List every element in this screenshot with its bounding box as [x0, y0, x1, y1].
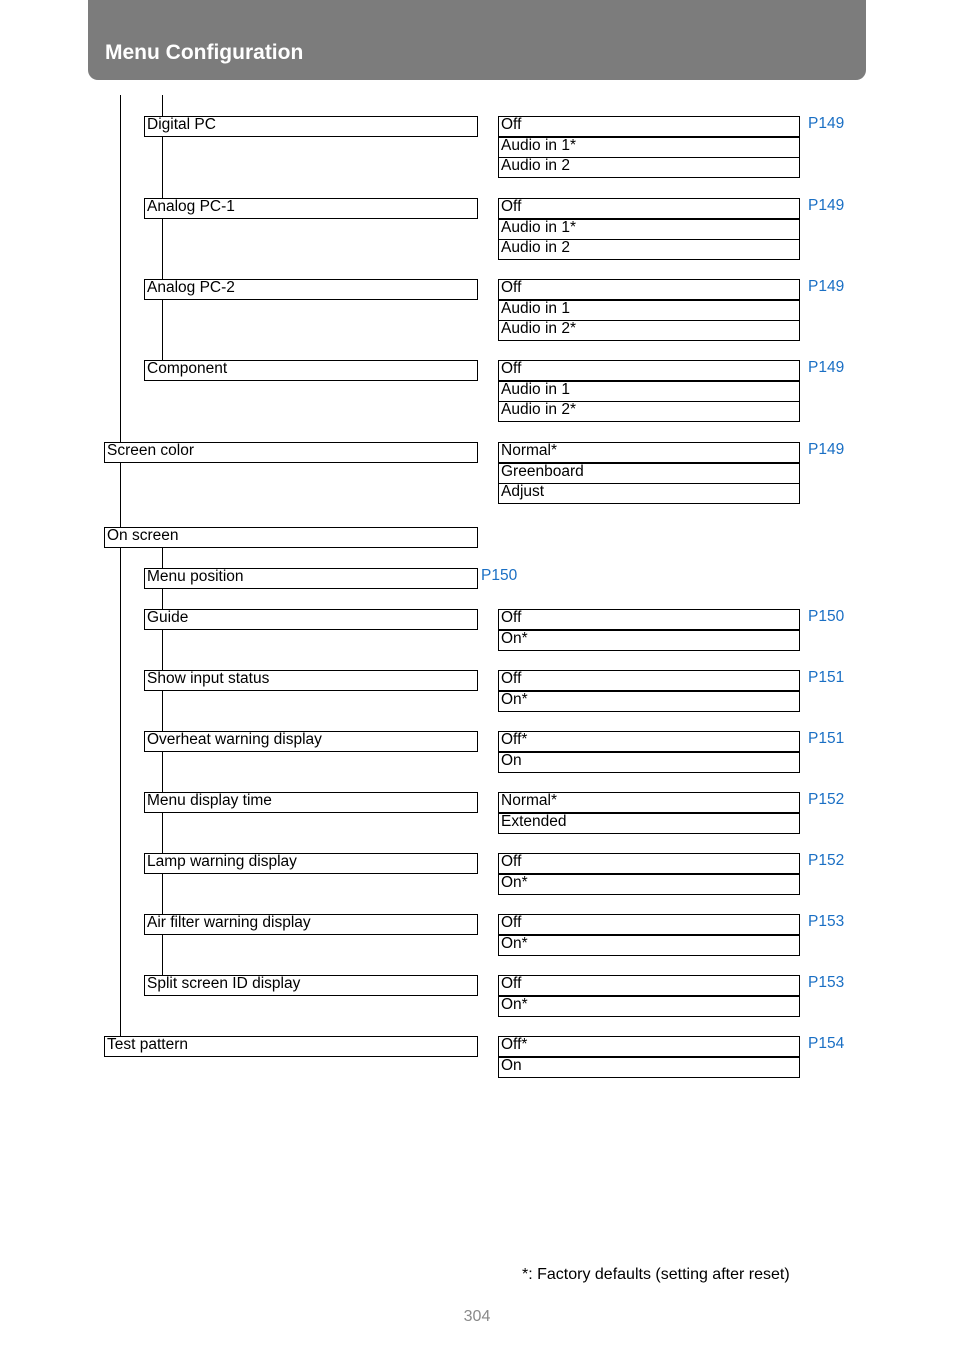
- page-ref-link[interactable]: P149: [808, 359, 845, 376]
- option-show-input-status-0: Off: [498, 670, 800, 691]
- menu-item-guide: Guide: [144, 609, 478, 630]
- option-digital-pc-2: Audio in 2: [498, 157, 800, 178]
- option-component-2: Audio in 2*: [498, 401, 800, 422]
- menu-item-analog-pc-1: Analog PC-1: [144, 198, 478, 219]
- page-ref-link[interactable]: P152: [808, 852, 845, 869]
- page-ref-link[interactable]: P153: [808, 913, 845, 930]
- menu-item-analog-pc-2: Analog PC-2: [144, 279, 478, 300]
- option-lamp-warning-display-0: Off: [498, 853, 800, 874]
- option-analog-pc-2-0: Off: [498, 279, 800, 300]
- option-show-input-status-1: On*: [498, 691, 800, 712]
- option-analog-pc-2-2: Audio in 2*: [498, 320, 800, 341]
- option-lamp-warning-display-1: On*: [498, 874, 800, 895]
- option-guide-0: Off: [498, 609, 800, 630]
- page-number: 304: [463, 1308, 491, 1325]
- option-digital-pc-0: Off: [498, 116, 800, 137]
- menu-item-digital-pc: Digital PC: [144, 116, 478, 137]
- option-menu-display-time-1: Extended: [498, 813, 800, 834]
- option-test-pattern-1: On: [498, 1057, 800, 1078]
- option-analog-pc-1-0: Off: [498, 198, 800, 219]
- tree-trunk-line: [120, 95, 121, 1050]
- option-air-filter-warning-display-1: On*: [498, 935, 800, 956]
- page-ref-link[interactable]: P153: [808, 974, 845, 991]
- page-ref-link[interactable]: P152: [808, 791, 845, 808]
- page-title: Menu Configuration: [105, 41, 304, 64]
- option-analog-pc-1-1: Audio in 1*: [498, 219, 800, 240]
- option-screen-color-0: Normal*: [498, 442, 800, 463]
- menu-item-menu-display-time: Menu display time: [144, 792, 478, 813]
- menu-item-component: Component: [144, 360, 478, 381]
- menu-item-on-screen: On screen: [104, 527, 478, 548]
- menu-item-test-pattern: Test pattern: [104, 1036, 478, 1057]
- option-screen-color-2: Adjust: [498, 483, 800, 504]
- page-ref-link[interactable]: P149: [808, 278, 845, 295]
- page-ref-link[interactable]: P150: [808, 608, 845, 625]
- header-bar: [88, 0, 866, 80]
- option-guide-1: On*: [498, 630, 800, 651]
- option-air-filter-warning-display-0: Off: [498, 914, 800, 935]
- option-test-pattern-0: Off*: [498, 1036, 800, 1057]
- option-component-0: Off: [498, 360, 800, 381]
- option-overheat-warning-display-0: Off*: [498, 731, 800, 752]
- branch-line-input-audio: [162, 95, 163, 380]
- option-menu-display-time-0: Normal*: [498, 792, 800, 813]
- page-ref-link[interactable]: P150: [481, 567, 518, 584]
- option-component-1: Audio in 1: [498, 381, 800, 402]
- option-split-screen-id-display-1: On*: [498, 996, 800, 1017]
- menu-item-overheat-warning-display: Overheat warning display: [144, 731, 478, 752]
- page-ref-link[interactable]: P149: [808, 441, 845, 458]
- menu-item-screen-color: Screen color: [104, 442, 478, 463]
- menu-item-show-input-status: Show input status: [144, 670, 478, 691]
- menu-item-air-filter-warning-display: Air filter warning display: [144, 914, 478, 935]
- option-analog-pc-2-1: Audio in 1: [498, 300, 800, 321]
- menu-item-split-screen-id-display: Split screen ID display: [144, 975, 478, 996]
- menu-item-menu-position: Menu position: [144, 568, 478, 589]
- option-screen-color-1: Greenboard: [498, 463, 800, 484]
- footnote: *: Factory defaults (setting after reset): [522, 1266, 790, 1283]
- page-ref-link[interactable]: P151: [808, 730, 845, 747]
- option-analog-pc-1-2: Audio in 2: [498, 239, 800, 260]
- option-overheat-warning-display-1: On: [498, 752, 800, 773]
- option-digital-pc-1: Audio in 1*: [498, 137, 800, 158]
- page-ref-link[interactable]: P154: [808, 1035, 845, 1052]
- menu-item-lamp-warning-display: Lamp warning display: [144, 853, 478, 874]
- page-ref-link[interactable]: P149: [808, 115, 845, 132]
- option-split-screen-id-display-0: Off: [498, 975, 800, 996]
- page-ref-link[interactable]: P151: [808, 669, 845, 686]
- page-ref-link[interactable]: P149: [808, 197, 845, 214]
